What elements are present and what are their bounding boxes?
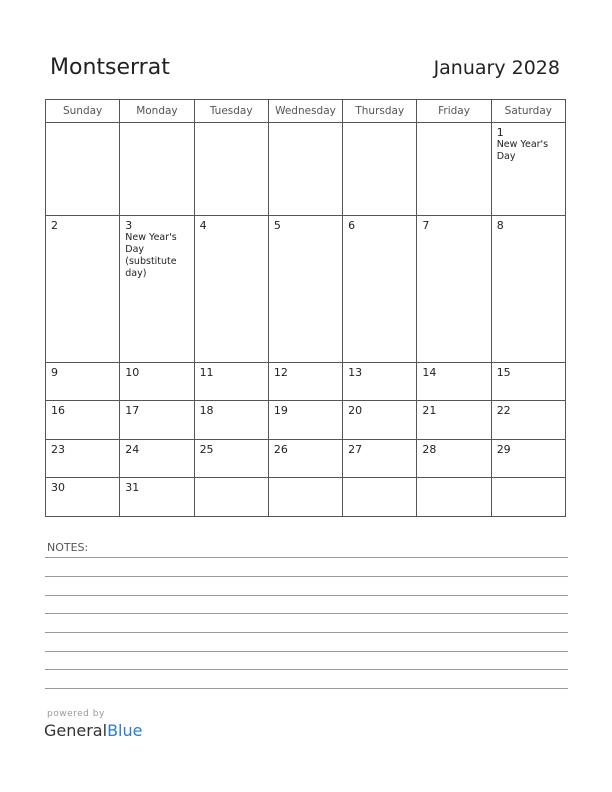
weekday-saturday: Saturday [491,100,565,123]
day-cell [343,401,417,439]
day-number: 7 [422,218,430,232]
day-cell [491,215,565,362]
day-cell [194,439,268,477]
day-number: 22 [496,404,511,418]
day-cell [268,363,342,401]
notes-line [45,651,568,652]
day-cell [343,215,417,362]
day-cell [268,123,342,216]
notes-line [45,576,568,577]
day-number: 20 [348,404,363,418]
weekday-wednesday: Wednesday [268,100,342,123]
notes-line [45,632,568,633]
day-number: 4 [199,218,207,232]
day-number: 23 [51,442,65,456]
day-number: 18 [199,404,214,418]
day-cell [417,215,491,362]
powered-by-text: powered by [47,709,105,719]
week-row [46,123,566,216]
day-cell [343,478,417,517]
holiday-label: New Year's Day (substitute day) [125,231,177,279]
day-cell [268,215,342,362]
logo-general: General [44,721,108,740]
day-cell [194,363,268,401]
day-number: 1 [496,126,504,139]
weekday-thursday: Thursday [343,100,417,123]
holiday-label: New Year's Day [496,139,549,162]
day-number: 10 [125,366,140,379]
day-number: 24 [125,442,140,456]
month-year-title: January 2028 [433,57,560,79]
logo-blue: Blue [107,721,143,740]
day-cell [343,439,417,477]
day-cell [46,478,120,517]
weekday-monday: Monday [120,100,194,123]
day-number: 31 [125,481,140,495]
day-number: 29 [496,442,511,456]
week-row [46,478,566,517]
day-cell [417,363,491,401]
day-cell [120,363,194,401]
day-number: 21 [422,404,437,418]
day-cell [268,401,342,439]
day-cell [46,363,120,401]
day-cell [417,478,491,517]
day-number: 8 [496,218,504,232]
notes-line [45,595,568,596]
day-cell [417,123,491,216]
day-cell [268,478,342,517]
day-cell [120,478,194,517]
day-number: 27 [348,442,363,456]
day-cell [120,401,194,439]
day-number: 30 [51,481,65,495]
day-cell [343,123,417,216]
day-cell [491,439,565,477]
notes-line [45,557,568,558]
notes-line [45,613,568,614]
notes-label: NOTES: [47,541,89,554]
week-row [46,439,566,477]
week-row [46,401,566,439]
weekday-tuesday: Tuesday [194,100,268,123]
notes-line [45,688,568,689]
day-number: 2 [51,218,58,232]
weekday-friday: Friday [417,100,491,123]
day-number: 9 [51,366,58,379]
day-cell [343,363,417,401]
day-number: 12 [273,366,288,379]
day-number: 19 [273,404,288,418]
day-number: 11 [199,366,214,379]
day-cell [194,401,268,439]
day-number: 28 [422,442,437,456]
generalblue-logo[interactable] [44,721,142,740]
day-number: 26 [273,442,288,456]
day-number: 13 [348,366,363,379]
day-number: 5 [273,218,281,232]
day-cell [491,401,565,439]
day-cell [417,439,491,477]
day-cell [194,478,268,517]
day-cell [46,439,120,477]
notes-line [45,669,568,670]
day-cell [417,401,491,439]
day-cell [268,439,342,477]
day-cell [491,363,565,401]
day-number: 6 [348,218,356,232]
day-cell [194,123,268,216]
weekday-header-row [46,100,566,123]
day-cell [120,123,194,216]
calendar-title: Montserrat [50,55,170,80]
week-row [46,215,566,362]
day-cell [46,401,120,439]
day-cell [120,439,194,477]
day-number: 16 [51,404,65,418]
day-number: 17 [125,404,140,418]
day-cell [491,123,565,216]
day-cell [46,215,120,362]
week-row [46,363,566,401]
day-number: 14 [422,366,437,379]
day-number: 15 [496,366,511,379]
day-number: 3 [125,218,133,232]
weekday-sunday: Sunday [46,100,120,123]
calendar-grid [45,99,566,517]
day-cell [491,478,565,517]
day-cell [194,215,268,362]
day-cell [120,215,194,362]
day-cell [46,123,120,216]
day-number: 25 [199,442,214,456]
